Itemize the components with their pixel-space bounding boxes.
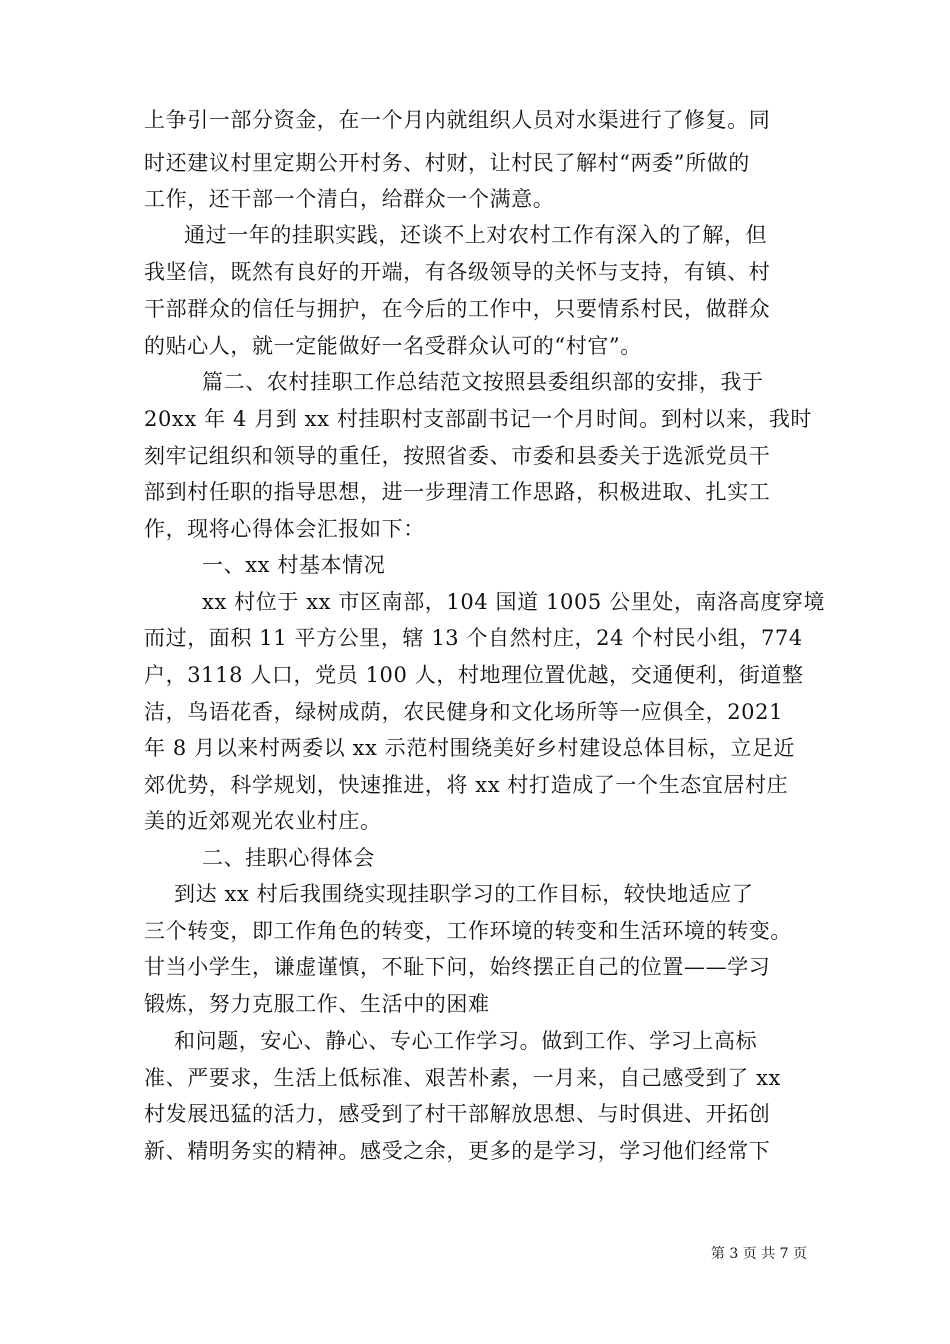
text-line: 干部群众的信任与拥护，在今后的工作中，只要情系村民，做群众 [144, 297, 771, 321]
text-line: 准、严要求，生活上低标准、艰苦朴素，一月来，自己感受到了 xx [144, 1066, 781, 1090]
text-line: 锻炼，努力克服工作、生活中的困难 [144, 992, 490, 1016]
text-line: 上争引一部分资金，在一个月内就组织人员对水渠进行了修复。同 [144, 108, 771, 132]
text-line: 篇二、农村挂职工作总结范文按照县委组织部的安排，我于 [202, 370, 764, 394]
text-line: 年 8 月以来村两委以 xx 示范村围绕美好乡村建设总体目标，立足近 [144, 736, 796, 760]
text-line: 洁，鸟语花香，绿树成荫，农民健身和文化场所等一应俱全，2021 [144, 700, 784, 724]
text-line: 20xx 年 4 月到 xx 村挂职村支部副书记一个月时间。到村以来，我时 [144, 407, 813, 431]
text-line: 的贴心人，就一定能做好一名受群众认可的“村官”。 [144, 334, 642, 358]
text-line: 三个转变，即工作角色的转变，工作环境的转变和生活环境的转变。 [144, 919, 792, 943]
text-line: 通过一年的挂职实践，还谈不上对农村工作有深入的了解，但 [184, 223, 768, 247]
text-line: 部到村任职的指导思想，进一步理清工作思路，积极进取、扎实工 [144, 480, 771, 504]
text-line: xx 村位于 xx 市区南部，104 国道 1005 公里处，南洛高度穿境 [202, 590, 826, 614]
text-line: 一、xx 村基本情况 [202, 553, 386, 577]
text-line: 工作，还干部一个清白，给群众一个满意。 [144, 187, 555, 211]
text-line: 户，3118 人口，党员 100 人，村地理位置优越，交通便利，街道整 [144, 663, 804, 687]
text-line: 村发展迅猛的活力，感受到了村干部解放思想、与时俱进、开拓创 [144, 1102, 771, 1126]
text-line: 甘当小学生，谦虚谨慎，不耻下问，始终摆正自己的位置——学习 [144, 955, 771, 979]
text-line: 二、挂职心得体会 [202, 846, 375, 870]
text-line: 刻牢记组织和领导的重任，按照省委、市委和县委关于选派党员干 [144, 444, 771, 468]
text-line: 到达 xx 村后我围绕实现挂职学习的工作目标，较快地适应了 [174, 882, 754, 906]
text-line: 美的近郊观光农业村庄。 [144, 809, 382, 833]
text-line: 郊优势，科学规划，快速推进，将 xx 村打造成了一个生态宜居村庄 [144, 773, 789, 797]
text-line: 我坚信，既然有良好的开端，有各级领导的关怀与支持，有镇、村 [144, 260, 771, 284]
text-line: 和问题，安心、静心、专心工作学习。做到工作、学习上高标 [174, 1029, 758, 1053]
text-line: 新、精明务实的精神。感受之余，更多的是学习，学习他们经常下 [144, 1139, 771, 1163]
page-number-footer: 第 3 页 共 7 页 [710, 1246, 807, 1262]
text-line: 而过，面积 11 平方公里，辖 13 个自然村庄，24 个村民小组，774 [144, 626, 803, 650]
text-line: 作，现将心得体会汇报如下： [144, 517, 425, 541]
text-line: 时还建议村里定期公开村务、村财，让村民了解村“两委”所做的 [144, 151, 750, 175]
